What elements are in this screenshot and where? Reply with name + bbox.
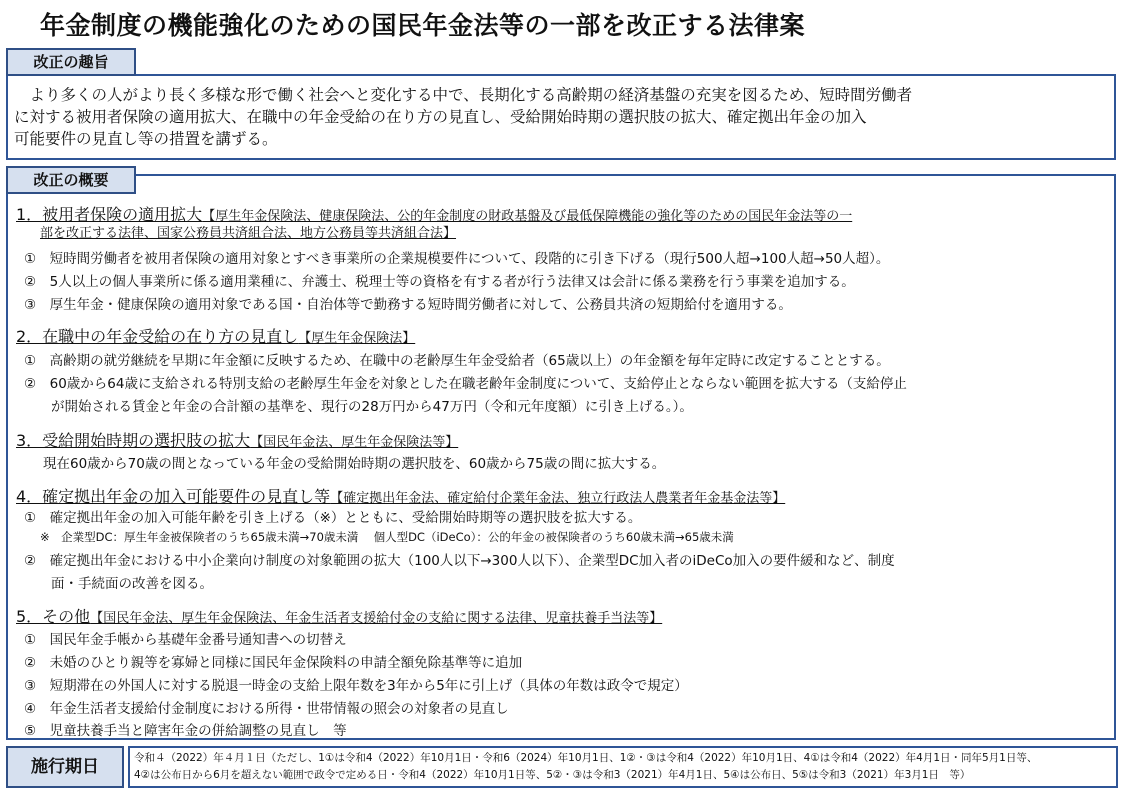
enforcement-line: 令和４（2022）年４月１日（ただし、1①は令和4（2022）年10月1日・令和6（2024）年10月1日、1②・③は令和4（2022）年10月1日、4①は令和4（2022）年4月1日・同年5月1日等、 xyxy=(134,752,1038,764)
section-4-note: ※ 企業型DC：厚生年金被保険者のうち65歳未満→70歳未満 個人型DC（iDeCo）：公的年金の被保険者のうち60歳未満→65歳未満 xyxy=(40,530,734,544)
section-2-law: 【厚生年金保険法】 xyxy=(298,331,416,346)
section-2-title: 2．在職中の年金受給の在り方の見直し xyxy=(16,327,299,346)
section-2-item: ① 高齢期の就労継続を早期に年金額に反映するため、在職中の老齢厚生年金受給者（65歳以上）の年金額を毎年定時に改定することとする。 xyxy=(24,353,890,369)
section-5-heading xyxy=(16,604,1114,627)
section-1-law-line2: 部を改正する法律、国家公務員共済組合法、地方公務員等共済組合法】 xyxy=(40,226,457,241)
section-1-item: ② 5人以上の個人事業所に係る適用業種に、弁護士、税理士等の資格を有する者が行う法律又は会計に係る業務を行う事業を追加する。 xyxy=(24,274,855,290)
section-5-item: ④ 年金生活者支援給付金制度における所得・世帯情報の照会の対象者の見直し xyxy=(24,701,509,717)
enforcement-box xyxy=(128,746,1118,788)
purpose-text xyxy=(14,84,1110,150)
enforcement-label: 施行期日 xyxy=(6,746,124,788)
section-3-text: 現在60歳から70歳の間となっている年金の受給開始時期の選択肢を、60歳から75歳の間に拡大する。 xyxy=(16,456,666,472)
section-3-law: 【国民年金法、厚生年金保険法等】 xyxy=(250,435,459,450)
section-1-item: ③ 厚生年金・健康保険の適用対象である国・自治体等で勤務する短時間労働者に対して、公務員共済の短期給付を適用する。 xyxy=(24,297,792,313)
section-4-heading xyxy=(16,484,1114,507)
section-4-item-2: ② 確定拠出年金における中小企業向け制度の対象範囲の拡大（100人以下→300人以下）、企業型DC加入者のiDeCo加入の要件緩和など、制度 xyxy=(24,553,895,569)
section-4-item-2-cont: 面・手続面の改善を図る。 xyxy=(24,576,213,592)
section-5-item: ② 未婚のひとり親等を寡婦と同様に国民年金保険料の申請全額免除基準等に追加 xyxy=(24,655,523,671)
purpose-line: 可能要件の見直し等の措置を講ずる。 xyxy=(14,130,278,148)
purpose-line: より多くの人がより長く多様な形で働く社会へと変化する中で、長期化する高齢期の経済基盤の充実を図るため、短時間労働者 xyxy=(14,86,913,104)
section-1-item: ① 短時間労働者を被用者保険の適用対象とすべき事業所の企業規模要件について、段階的に引き下げる（現行500人超→100人超→50人超）。 xyxy=(24,251,890,267)
section-1-law-cont xyxy=(40,222,1123,241)
section-2-heading xyxy=(16,324,1114,347)
section-5-item: ③ 短期滞在の外国人に対する脱退一時金の支給上限年数を3年から5年に引上げ（具体の年数は政令で規定） xyxy=(24,678,688,694)
section-4-title: 4．確定拠出年金の加入可能要件の見直し等 xyxy=(16,487,331,506)
section-1-title: 1．被用者保険の適用拡大 xyxy=(16,205,203,224)
section-2-item: ② 60歳から64歳に支給される特別支給の老齢厚生年金を対象とした在職老齢年金制度について、支給停止とならない範囲を拡大する（支給停止 xyxy=(24,376,907,392)
enforcement-line: 4②は公布日から6月を超えない範囲で政令で定める日・令和4（2022）年10月1日等、5②・③は令和3（2021）年4月1日、5④は公布日、5⑤は令和3（2021）年3月1日 等） xyxy=(134,769,971,781)
section-2-item-cont: が開始される賃金と年金の合計額の基準を、現行の28万円から47万円（令和元年度額）に引き上げる。）。 xyxy=(24,399,693,415)
section-5-title: 5．その他 xyxy=(16,607,91,626)
section-3-heading xyxy=(16,428,1114,451)
section-4-item-1: ① 確定拠出年金の加入可能年齢を引き上げる（※）とともに、受給開始時期等の選択肢を拡大する。 xyxy=(24,510,642,526)
purpose-label: 改正の趣旨 xyxy=(6,48,136,76)
section-1-law: 【厚生年金保険法、健康保険法、公的年金制度の財政基盤及び最低保障機能の強化等のための国民年金法等の一 xyxy=(202,209,853,224)
section-5-item: ① 国民年金手帳から基礎年金番号通知書への切替え xyxy=(24,632,347,648)
page-title: 年金制度の機能強化のための国民年金法等の一部を改正する法律案 xyxy=(40,11,806,40)
section-5-law: 【国民年金法、厚生年金保険法、年金生活者支援給付金の支給に関する法律、児童扶養手当法等】 xyxy=(90,611,663,626)
section-5-item: ⑤ 児童扶養手当と障害年金の併給調整の見直し 等 xyxy=(24,723,347,739)
overview-label: 改正の概要 xyxy=(6,166,136,194)
section-4-law: 【確定拠出年金法、確定給付企業年金法、独立行政法人農業者年金基金法等】 xyxy=(330,491,786,506)
section-3-title: 3．受給開始時期の選択肢の拡大 xyxy=(16,431,251,450)
purpose-line: に対する被用者保険の適用拡大、在職中の年金受給の在り方の見直し、受給開始時期の選択肢の拡大、確定拠出年金の加入 xyxy=(14,108,867,126)
